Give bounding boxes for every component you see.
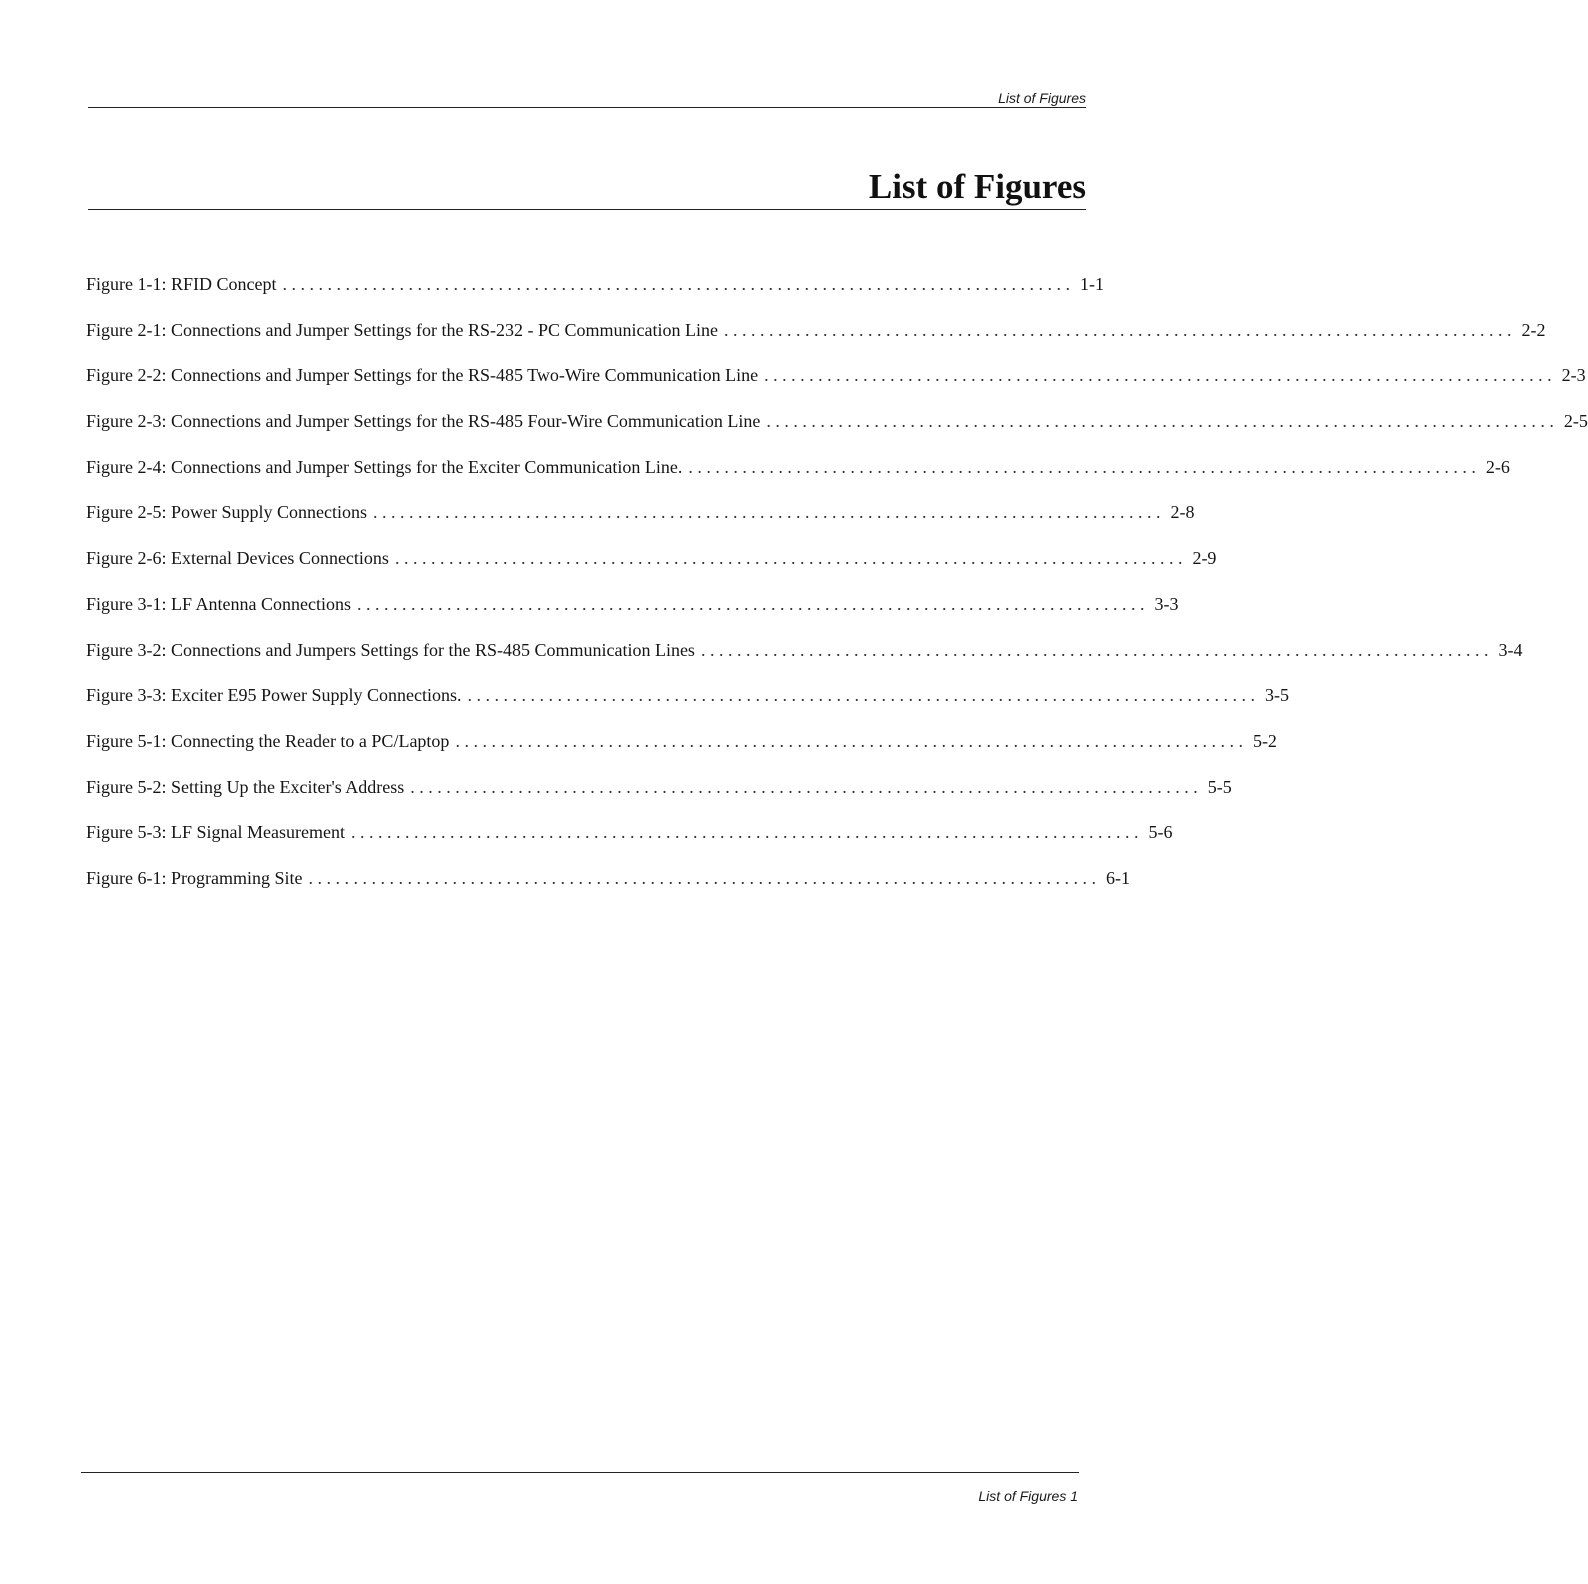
figure-entry-page: 2-8	[1170, 502, 1195, 523]
figure-entry-page: 3-3	[1154, 593, 1179, 614]
dot-leader	[357, 586, 1145, 622]
figure-entry-page: 3-4	[1498, 639, 1523, 660]
dot-leader	[395, 540, 1183, 576]
running-header: List of Figures	[998, 90, 1086, 106]
figure-entry-page: 2-9	[1192, 548, 1217, 569]
figure-entry-page: 1-1	[1080, 274, 1104, 294]
dot-leader	[764, 357, 1552, 393]
figure-entry[interactable]	[86, 540, 1217, 586]
figure-entry-title: Figure 2-1: Connections and Jumper Settings for the RS-232 - PC Communication Line	[86, 319, 718, 340]
figure-entry-title: Figure 3-3: Exciter E95 Power Supply Connections.	[86, 685, 462, 706]
dot-leader	[724, 312, 1512, 348]
figure-entry-title: Figure 2-2: Connections and Jumper Settings for the RS-485 Two-Wire Communication Line	[86, 365, 759, 386]
figure-entry-title: Figure 1-1: RFID Concept	[86, 274, 277, 294]
figure-entry[interactable]	[86, 357, 1586, 403]
figure-entry[interactable]	[86, 494, 1195, 540]
dot-leader	[455, 723, 1243, 759]
dot-leader	[701, 632, 1489, 668]
figure-entry-title: Figure 2-6: External Devices Connections	[86, 548, 389, 569]
figure-entry-title: Figure 6-1: Programming Site	[86, 867, 303, 888]
figure-entry-page: 5-2	[1252, 730, 1277, 751]
figure-entry-page: 6-1	[1105, 867, 1130, 888]
figure-entry[interactable]	[86, 632, 1523, 678]
figure-entry[interactable]	[86, 769, 1232, 815]
figure-entry[interactable]	[86, 403, 1588, 449]
figure-entry-page: 5-6	[1148, 822, 1173, 843]
figure-entry-title: Figure 2-5: Power Supply Connections	[86, 502, 367, 523]
figure-entry[interactable]	[86, 860, 1130, 906]
figure-entry[interactable]	[86, 677, 1289, 723]
figure-entry[interactable]	[86, 266, 1104, 312]
dot-leader	[410, 769, 1198, 805]
figure-entry-page: 2-3	[1561, 365, 1586, 386]
dot-leader	[766, 403, 1554, 439]
running-footer: List of Figures 1	[978, 1488, 1078, 1504]
figure-list	[86, 266, 1588, 906]
figure-entry[interactable]	[86, 586, 1179, 632]
figure-entry-title: Figure 5-2: Setting Up the Exciter's Address	[86, 776, 405, 797]
figure-entry[interactable]	[86, 312, 1546, 358]
dot-leader	[308, 860, 1096, 896]
figure-entry-page: 2-2	[1521, 319, 1546, 340]
header-rule	[88, 107, 1086, 108]
footer-rule	[81, 1472, 1079, 1473]
dot-leader	[688, 449, 1476, 485]
figure-entry[interactable]	[86, 814, 1173, 860]
figure-entry-title: Figure 3-2: Connections and Jumpers Settings for the RS-485 Communication Lines	[86, 639, 695, 660]
figure-entry-page: 5-5	[1207, 776, 1232, 797]
page-title: List of Figures	[868, 167, 1086, 206]
figure-entry-page: 2-6	[1485, 456, 1510, 477]
figure-entry-page: 2-5	[1563, 411, 1588, 432]
dot-leader	[373, 494, 1161, 530]
title-rule	[88, 209, 1086, 210]
figure-entry-title: Figure 2-3: Connections and Jumper Settings for the RS-485 Four-Wire Communication Line	[86, 411, 761, 432]
figure-entry[interactable]	[86, 449, 1510, 495]
figure-entry[interactable]	[86, 723, 1277, 769]
figure-entry-title: Figure 3-1: LF Antenna Connections	[86, 593, 351, 614]
figure-entry-title: Figure 5-1: Connecting the Reader to a PC/Laptop	[86, 730, 450, 751]
dot-leader	[351, 814, 1139, 850]
figure-entry-page: 3-5	[1264, 685, 1289, 706]
figure-entry-title: Figure 5-3: LF Signal Measurement	[86, 822, 345, 843]
dot-leader	[283, 266, 1071, 302]
dot-leader	[467, 677, 1255, 713]
figure-entry-title: Figure 2-4: Connections and Jumper Settings for the Exciter Communication Line.	[86, 456, 683, 477]
